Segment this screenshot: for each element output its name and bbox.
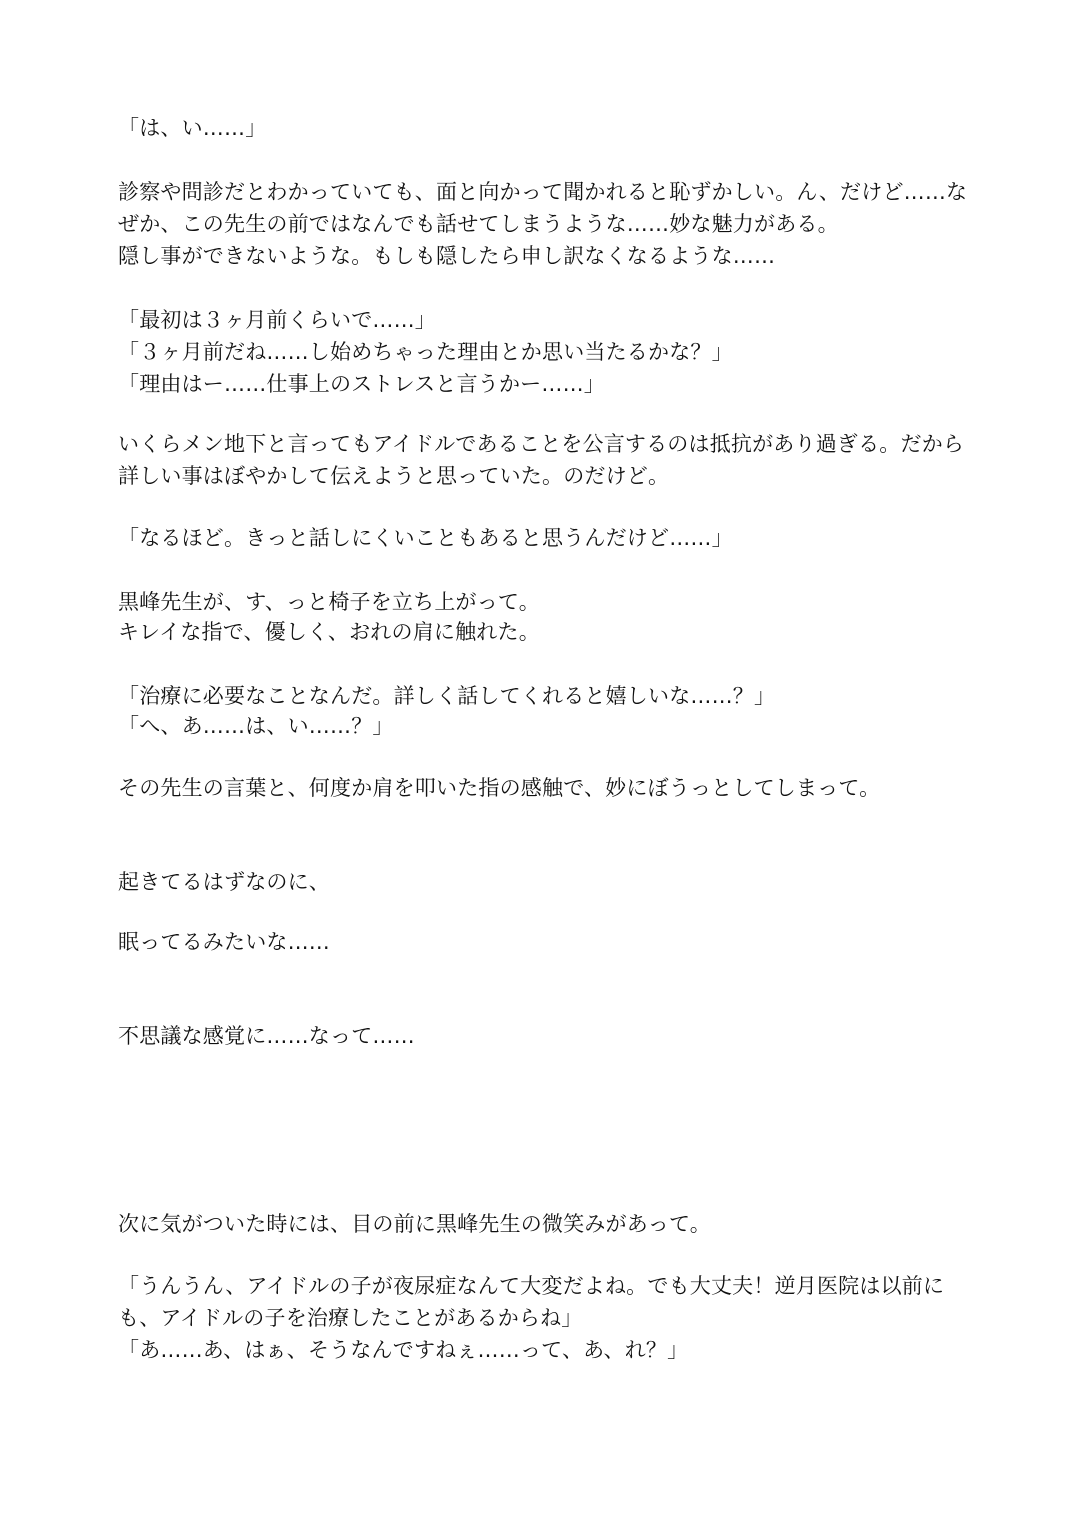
text-line: 「治療に必要なことなんだ。詳しく話してくれると嬉しいな……？」 — [118, 684, 776, 708]
text-line: 次に気がついた時には、目の前に黒峰先生の微笑みがあって。 — [118, 1212, 711, 1236]
text-line: 「３ヶ月前だね……し始めちゃった理由とか思い当たるかな？」 — [118, 340, 733, 364]
text-line: 「は、い……」 — [118, 116, 267, 140]
text-line: 不思議な感覚に……なって…… — [118, 1024, 415, 1048]
text-line: ぜか、この先生の前ではなんでも話せてしまうような……妙な魅力がある。 — [118, 212, 839, 236]
text-line: 診察や問診だとわかっていても、面と向かって聞かれると恥ずかしい。ん、だけど……な — [118, 180, 968, 204]
text-line: その先生の言葉と、何度か肩を叩いた指の感触で、妙にぼうっとしてしまって。 — [118, 776, 881, 800]
text-line: 「あ……あ、はぁ、そうなんですねぇ……って、あ、れ？」 — [118, 1338, 689, 1362]
text-line: 「理由はー……仕事上のストレスと言うかー……」 — [118, 372, 605, 396]
text-line: 「うんうん、アイドルの子が夜尿症なんて大変だよね。でも大丈夫！逆月医院は以前に — [118, 1274, 945, 1298]
text-line: 「最初は３ヶ月前くらいで……」 — [118, 308, 436, 332]
text-line: 「なるほど。きっと話しにくいこともあると思うんだけど……」 — [118, 526, 733, 550]
text-line: 黒峰先生が、す、っと椅子を立ち上がって。 — [118, 590, 540, 614]
text-line: 「へ、あ……は、い……？」 — [118, 714, 394, 738]
text-line: 起きてるはずなのに、 — [118, 870, 330, 894]
text-line: 眠ってるみたいな…… — [118, 930, 330, 954]
text-line: キレイな指で、優しく、おれの肩に触れた。 — [118, 620, 540, 644]
text-line: も、アイドルの子を治療したことがあるからね」 — [118, 1306, 583, 1330]
text-line: 詳しい事はぼやかして伝えようと思っていた。のだけど。 — [118, 464, 670, 488]
text-line: いくらメン地下と言ってもアイドルであることを公言するのは抵抗があり過ぎる。だから — [118, 432, 965, 456]
text-line: 隠し事ができないような。もしも隠したら申し訳なくなるような…… — [118, 244, 776, 268]
